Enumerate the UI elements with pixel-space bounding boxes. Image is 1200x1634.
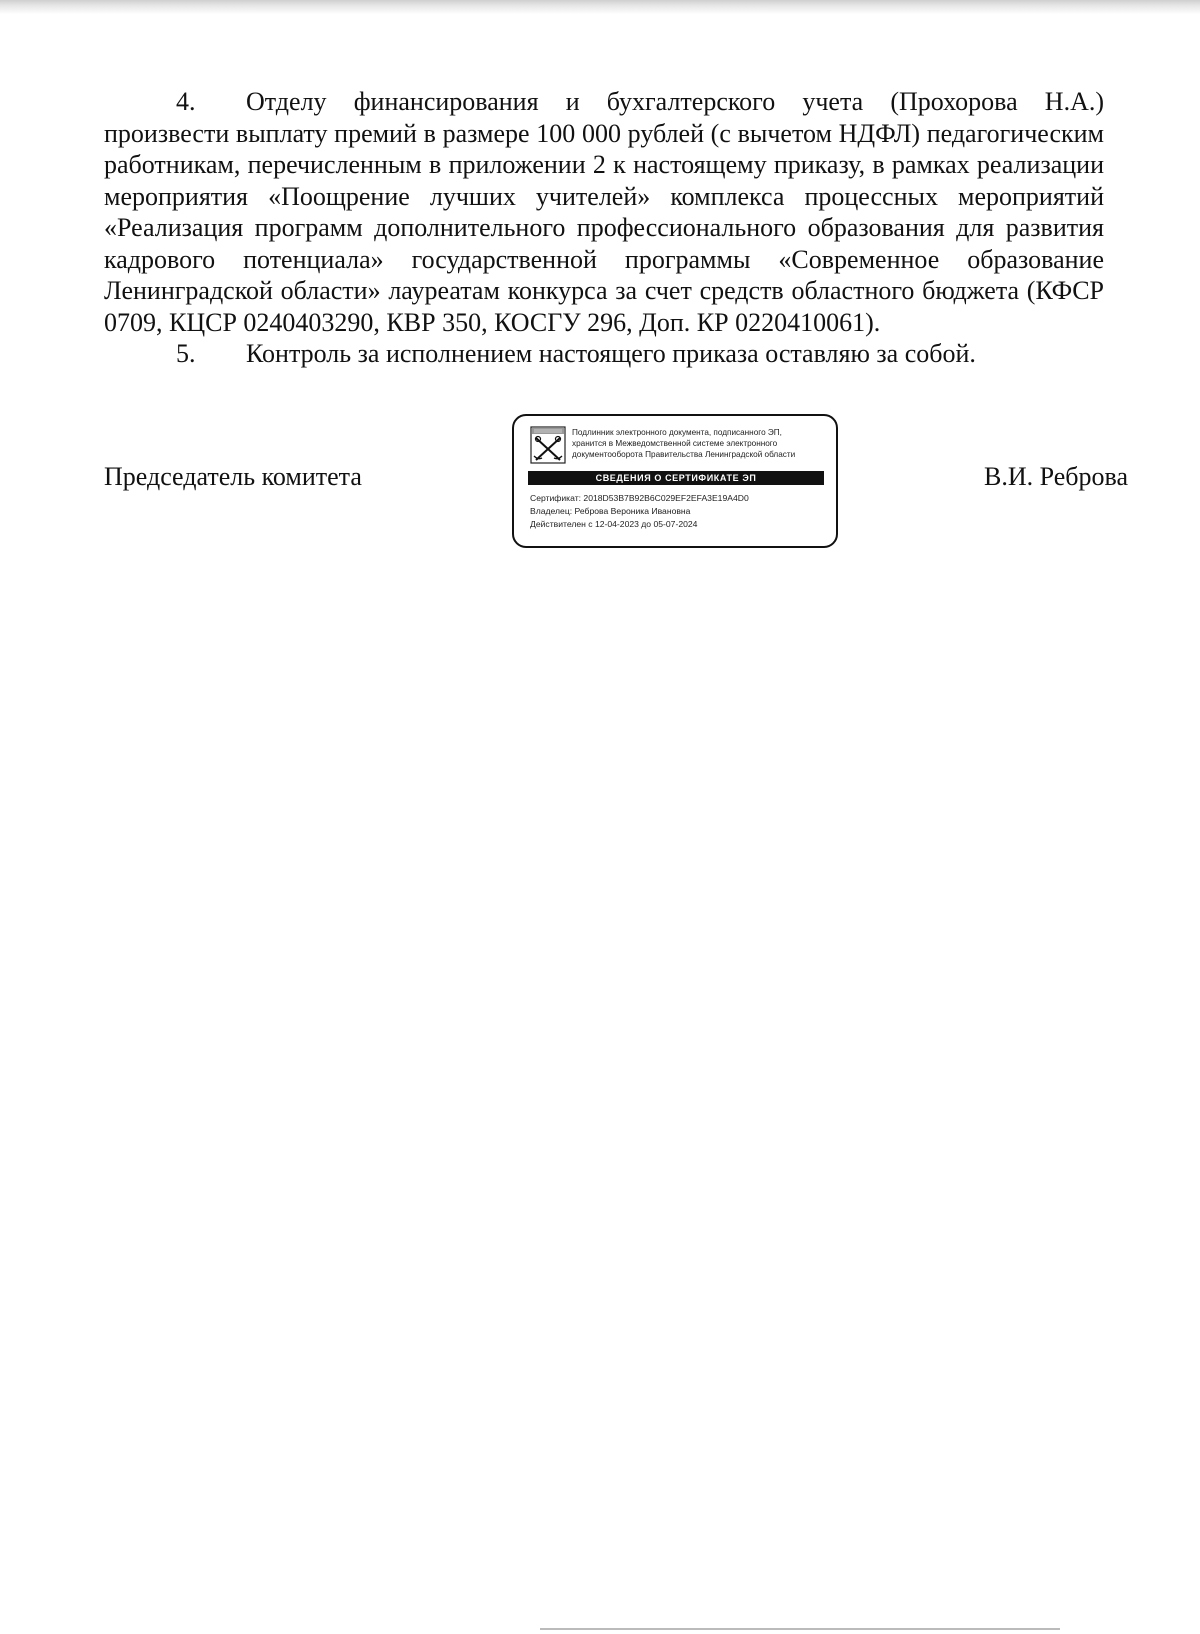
document-body: [104, 86, 1104, 370]
paragraph-4: [104, 86, 1104, 338]
paragraph-5-number: 5.: [176, 339, 196, 368]
certificate-number: Сертификат: 2018D53B7B92B6C029EF2EFA3E19A4D0: [530, 493, 749, 503]
stamp-notice-line: документооборота Правительства Ленинградской области: [572, 450, 796, 459]
certificate-validity: Действителен с 12-04-2023 до 05-07-2024: [530, 519, 698, 529]
signatory-position: Председатель комитета: [104, 462, 362, 491]
paragraph-4-number: 4.: [176, 87, 196, 116]
stamp-notice: [572, 427, 832, 460]
scan-top-edge: [0, 0, 1200, 14]
paragraph-5: [104, 338, 1104, 370]
electronic-signature-stamp: [512, 414, 838, 548]
stamp-notice-line: хранится в Межведомственной системе электронного: [572, 439, 778, 448]
signature-block: [104, 414, 1128, 554]
paragraph-5-text: Контроль за исполнением настоящего приказа оставляю за собой.: [246, 339, 976, 368]
stamp-notice-line: Подлинник электронного документа, подписанного ЭП,: [572, 428, 782, 437]
coat-of-arms-icon: [530, 426, 566, 464]
paragraph-4-text: Отделу финансирования и бухгалтерского учета (Прохорова Н.А.) произвести выплату премий в размере 100 000 рублей (с вычетом НДФЛ) педагогическим работникам, перечисленным в приложении 2 к настоящему приказу, в рамках реализации мероприятия «Поощрение лучших учителей» комплекса процессных мероприятий «Реализация программ дополнительного профессионального образования для развития кадрового потенциала» государственной программы «Современное образование Ленинградской области» лауреатам конкурса за счет средств областного бюджета (КФСР 0709, КЦСР 0240403290, КВР 350, КОСГУ 296, Доп. КР 0220410061).: [104, 87, 1104, 337]
scan-bottom-edge: [540, 1628, 1060, 1630]
stamp-details: [530, 492, 830, 531]
certificate-owner: Владелец: Реброва Вероника Ивановна: [530, 506, 691, 516]
signatory-name: В.И. Реброва: [984, 462, 1128, 491]
stamp-header: СВЕДЕНИЯ О СЕРТИФИКАТЕ ЭП: [528, 471, 824, 485]
